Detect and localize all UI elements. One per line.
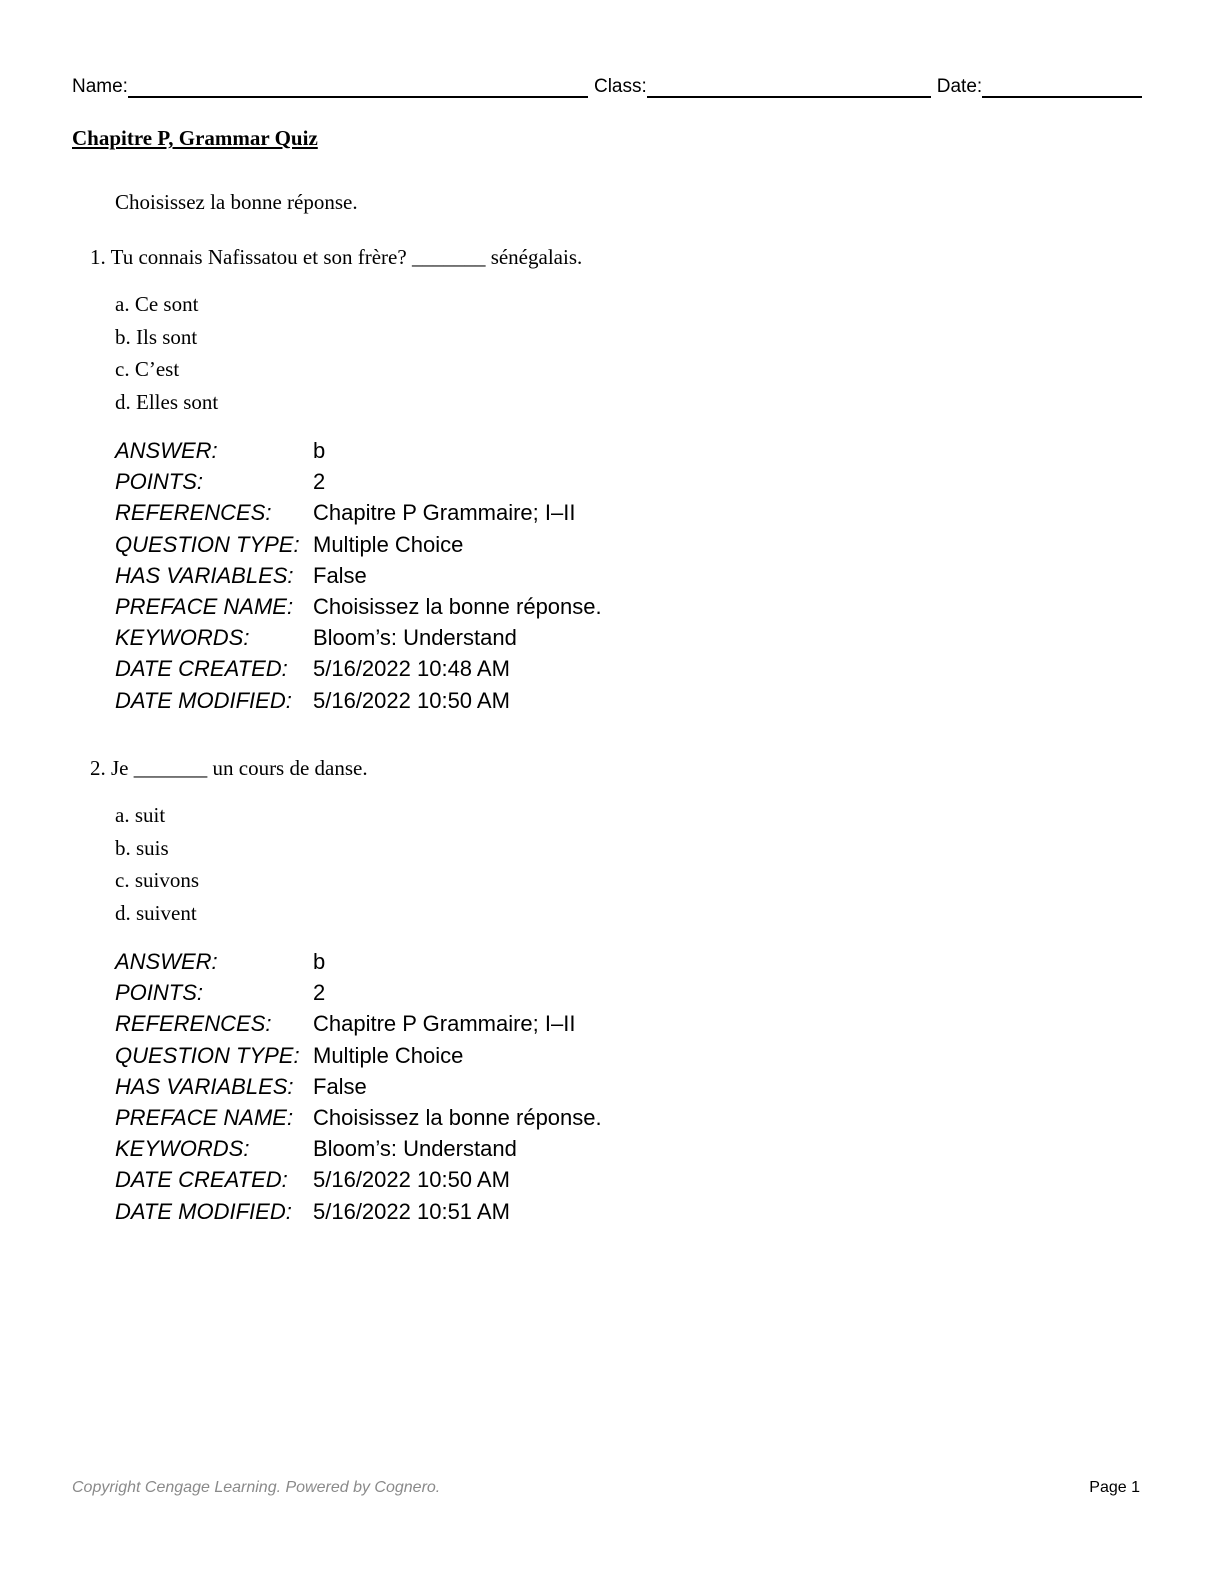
question-stem: 2. Je _______ un cours de danse. bbox=[90, 756, 368, 780]
meta-value-answer: b bbox=[313, 949, 326, 974]
meta-row-points bbox=[115, 977, 602, 1008]
meta-row-preface-name bbox=[115, 591, 602, 622]
meta-label: HAS VARIABLES: bbox=[115, 562, 294, 588]
meta-row-date-modified bbox=[115, 685, 602, 716]
meta-value-date-modified: 5/16/2022 10:51 AM bbox=[313, 1198, 510, 1224]
meta-label: DATE CREATED: bbox=[115, 656, 288, 682]
choice-list bbox=[115, 799, 199, 930]
meta-value-date-created: 5/16/2022 10:48 AM bbox=[313, 656, 510, 682]
class-label: Class: bbox=[593, 76, 647, 97]
meta-row-question-type bbox=[115, 529, 602, 560]
meta-row-keywords bbox=[115, 1133, 602, 1164]
meta-value-has-variables: False bbox=[313, 1073, 367, 1099]
meta-label: QUESTION TYPE: bbox=[115, 531, 300, 557]
meta-value-question-type: Multiple Choice bbox=[313, 531, 464, 557]
meta-label: DATE MODIFIED: bbox=[115, 1198, 292, 1224]
meta-value-references: Chapitre P Grammaire; I–II bbox=[313, 500, 576, 526]
meta-label: REFERENCES: bbox=[115, 500, 272, 526]
preface-instruction: Choisissez la bonne réponse. bbox=[115, 190, 358, 214]
choice-d: d. suivent bbox=[115, 901, 197, 926]
meta-label: POINTS: bbox=[115, 469, 204, 495]
meta-row-answer bbox=[115, 946, 602, 977]
meta-label: ANSWER: bbox=[115, 949, 218, 974]
meta-value-answer: b bbox=[313, 438, 326, 463]
meta-label: QUESTION TYPE: bbox=[115, 1042, 300, 1068]
meta-value-keywords: Bloom’s: Understand bbox=[313, 1136, 517, 1162]
choice-b: b. Ils sont bbox=[115, 324, 198, 349]
meta-row-date-created bbox=[115, 1164, 602, 1195]
choice-list bbox=[115, 288, 218, 419]
meta-value-date-modified: 5/16/2022 10:50 AM bbox=[313, 687, 510, 713]
name-blank-line bbox=[128, 76, 588, 98]
choice-c: c. C’est bbox=[115, 357, 180, 382]
meta-label: DATE CREATED: bbox=[115, 1167, 288, 1193]
choice-a: a. suit bbox=[115, 803, 166, 827]
meta-row-has-variables bbox=[115, 560, 602, 591]
choice-a: a. Ce sont bbox=[115, 292, 199, 316]
question-stem: 1. Tu connais Nafissatou et son frère? _______ sénégalais. bbox=[90, 245, 583, 269]
meta-label: REFERENCES: bbox=[115, 1011, 272, 1037]
meta-row-references bbox=[115, 497, 602, 528]
page-number: Page 1 bbox=[1089, 1479, 1140, 1496]
meta-label: KEYWORDS: bbox=[115, 1136, 250, 1162]
meta-value-points: 2 bbox=[313, 980, 326, 1006]
student-info-header bbox=[72, 72, 1142, 98]
meta-label: PREFACE NAME: bbox=[115, 594, 294, 620]
meta-row-keywords bbox=[115, 622, 602, 653]
meta-label: POINTS: bbox=[115, 980, 204, 1006]
meta-value-points: 2 bbox=[313, 469, 326, 495]
question-metadata bbox=[115, 946, 602, 1227]
meta-label: KEYWORDS: bbox=[115, 625, 250, 651]
meta-value-preface-name: Choisissez la bonne réponse. bbox=[313, 1105, 602, 1131]
meta-value-references: Chapitre P Grammaire; I–II bbox=[313, 1011, 576, 1037]
choice-d: d. Elles sont bbox=[115, 390, 219, 415]
date-label: Date: bbox=[936, 76, 983, 97]
meta-row-question-type bbox=[115, 1040, 602, 1071]
meta-label: DATE MODIFIED: bbox=[115, 687, 292, 713]
meta-value-has-variables: False bbox=[313, 562, 367, 588]
meta-row-preface-name bbox=[115, 1102, 602, 1133]
meta-row-date-modified bbox=[115, 1196, 602, 1227]
meta-label: PREFACE NAME: bbox=[115, 1105, 294, 1131]
question-metadata bbox=[115, 435, 602, 716]
meta-label: ANSWER: bbox=[115, 438, 218, 463]
name-label: Name: bbox=[72, 76, 128, 97]
meta-row-date-created bbox=[115, 653, 602, 684]
meta-value-question-type: Multiple Choice bbox=[313, 1042, 464, 1068]
quiz-title: Chapitre P, Grammar Quiz bbox=[72, 126, 318, 150]
class-blank-line bbox=[647, 76, 931, 98]
meta-label: HAS VARIABLES: bbox=[115, 1073, 294, 1099]
meta-row-has-variables bbox=[115, 1071, 602, 1102]
choice-c: c. suivons bbox=[115, 868, 199, 893]
meta-value-date-created: 5/16/2022 10:50 AM bbox=[313, 1167, 510, 1193]
footer-copyright: Copyright Cengage Learning. Powered by Cognero. bbox=[72, 1479, 441, 1496]
meta-row-points bbox=[115, 466, 602, 497]
choice-b: b. suis bbox=[115, 835, 169, 860]
date-blank-line bbox=[982, 76, 1142, 98]
meta-value-preface-name: Choisissez la bonne réponse. bbox=[313, 594, 602, 620]
meta-value-keywords: Bloom’s: Understand bbox=[313, 625, 517, 651]
meta-row-answer bbox=[115, 435, 602, 466]
meta-row-references bbox=[115, 1008, 602, 1039]
